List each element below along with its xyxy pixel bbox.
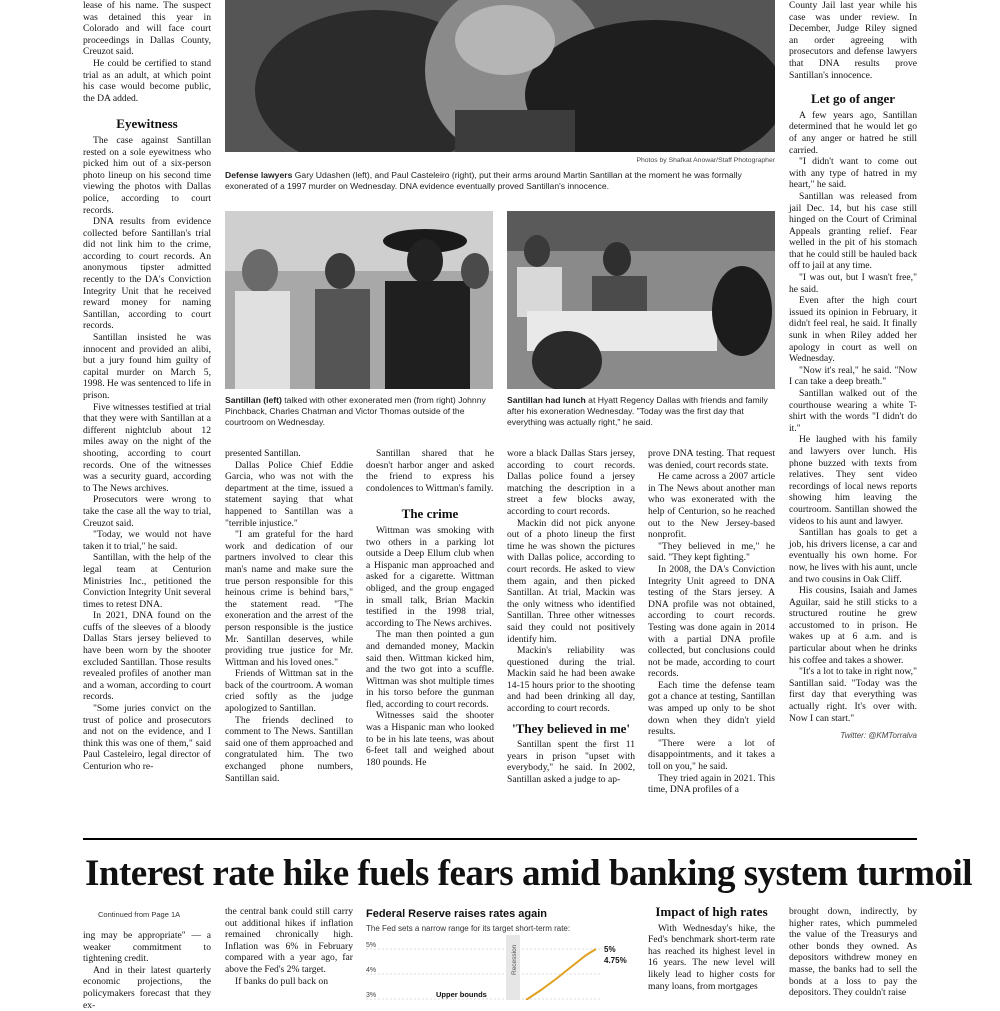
article-column-4 <box>507 448 635 786</box>
y-tick-label: 3% <box>366 992 377 999</box>
paragraph: DNA results from evidence collected before Santillan's trial did not link him to the crime, according to court records. An anonymous tipster admitted recently to the DA's Conviction Integrity Unit that he received reward money for naming Santillan, according to court records. <box>83 216 211 332</box>
right-photo-caption <box>507 395 775 428</box>
paragraph: Santillan insisted he was innocent and provided an alibi, but a jury found him guilty of capital murder on March 5, 1998. He was sentenced to life in prison. <box>83 332 211 401</box>
paragraph: ing may be appropriate" — a weaker commitment to tightening credit. <box>83 930 211 965</box>
paragraph: A few years ago, Santillan determined that he would let go of any anger or hatred he still carried. <box>789 109 917 156</box>
story2-column-4 <box>648 906 775 992</box>
caption-lead: Santillan had lunch <box>507 395 586 405</box>
article-column-6 <box>789 0 917 742</box>
paragraph: Mackin's reliability was questioned during the trial. Mackin said he had been awake 14-15 hours prior to the shooting and had been drinking all day, according to court records. <box>507 645 635 715</box>
caption-text: Gary Udashen (left), and Paul Casteleiro (right), put their arms around Martin Santillan at the moment he was formally exonerated of a 1997 murder on Wednesday. DNA evidence eventually proved Santillan's innocence. <box>225 170 742 191</box>
paragraph: With Wednesday's hike, the Fed's benchmark short-term rate has reached its highest level in 16 years. The new level will likely lead to higher costs for many loans, from mortgages <box>648 922 775 992</box>
subheading-eyewitness: Eyewitness <box>116 116 178 132</box>
continued-from: Continued from Page 1A <box>98 910 181 919</box>
paragraph: He came across a 2007 article in The News about another man who was exonerated with the help of Centurion, so he reached out to the New Jersey-based nonprofit. <box>648 471 775 541</box>
article-column-5 <box>648 448 775 796</box>
paragraph: "There were a lot of disappointments, and it takes a toll on you," he said. <box>648 737 775 773</box>
main-photo-caption <box>225 170 775 192</box>
paragraph: Witnesses said the shooter was a Hispanic man who looked to be in his late teens, was about 6-feet tall and weighed about 180 pounds. He <box>366 710 494 768</box>
paragraph: Santillan shared that he doesn't harbor anger and asked the friend to express his condolences to Wittman's family. <box>366 448 494 494</box>
caption-lead: Santillan (left) <box>225 395 282 405</box>
right-photo-image <box>507 211 775 389</box>
right-photo <box>507 211 775 389</box>
paragraph: brought down, indirectly, by higher rates, which pummeled the value of the Treasurys and other bonds they owned. As depositors withdrew money en masse, the banks had to sell the bonds at a loss to pay the depositors. They couldn't raise <box>789 906 917 999</box>
rate-line <box>526 949 596 1000</box>
paragraph: The friends declined to comment to The News. Santillan said one of them approached and congratulated him. The two exchanged phone numbers, Santillan said. <box>225 714 353 784</box>
subheading-the-crime: The crime <box>401 506 459 522</box>
y-tick-label: 5% <box>366 942 377 949</box>
twitter-handle: Twitter: @KMTorralva <box>840 731 917 741</box>
subheading-impact: Impact of high rates <box>655 904 768 919</box>
caption-text: talked with other exonerated men (from right) Johnny Pinchback, Charles Chatman and Victor Thomas outside of the courtroom on Wednesday. <box>225 395 486 427</box>
article-column-3 <box>366 448 494 768</box>
paragraph: The case against Santillan rested on a sole eyewitness who picked him out of a six-person photo lineup on his second time viewing the photos with Dallas police, according to court records. <box>83 134 211 216</box>
subheading-let-go-of-anger: Let go of anger <box>810 91 896 107</box>
main-photo <box>225 0 775 152</box>
chart-subtitle: The Fed sets a narrow range for its target short-term rate: <box>366 924 571 933</box>
paragraph: Santillan walked out of the courthouse wearing a white T-shirt with the words "I didn't do it." <box>789 388 917 434</box>
paragraph: Even after the high court issued its opinion in February, it didn't feel real, he said. It finally sunk in when Riley added her apology in court as well on Wednesday. <box>789 295 917 365</box>
paragraph: In 2008, the DA's Conviction Integrity Unit agreed to DNA testing of the Stars jersey. A DNA profile was not obtained, according to court records. Testing was done again in 2014 with a partial DNA profile collected, but conclusions could not be made, according to court records. <box>648 563 775 680</box>
paragraph: "Now it's real," he said. "Now I can take a deep breath." <box>789 364 917 388</box>
paragraph: Wittman was smoking with two others in a parking lot outside a Deep Ellum club when a Hispanic man approached and asked for a cigarette. Wittman obliged, and the group engaged in small talk, Brian Mackin testified in the 1998 trial, according to The News archives. <box>366 524 494 629</box>
paragraph: And in their latest quarterly economic projections, the policymakers forecast that they ex- <box>83 964 211 1011</box>
paragraph: "I am grateful for the hard work and dedication of our partners involved to clear this man's name and make sure the true person responsible for this heinous crime is behind bars," the statement read. "The exoneration and the arrest of the person responsible is the justice Mr. Santillan deserves, while providing true justice for Mr. Wittman and his loved ones." <box>225 529 353 668</box>
paragraph: the central bank could still carry out additional hikes if inflation remained chronically high. Inflation was 6% in February compared with a year ago, far above the Fed's 2% target. <box>225 906 353 975</box>
chart-title: Federal Reserve raises rates again <box>366 908 548 920</box>
end-value-label: 4.75% <box>604 956 627 965</box>
recession-label: Recession <box>511 944 518 975</box>
paragraph: Prosecutors were wrong to take the case all the way to trial, Creuzot said. <box>83 494 211 529</box>
fed-rate-chart <box>366 935 641 1000</box>
article-column-2 <box>225 448 353 784</box>
paragraph: "It's a lot to take in right now," Santillan said. "Today was the first day that everything was actually right. It's over with. Now I can start." <box>789 666 917 724</box>
end-value-label: 5% <box>604 945 616 954</box>
paragraph: Santillan, with the help of the legal team at Centurion Ministries Inc., petitioned the Conviction Integrity Unit several times to retest DNA. <box>83 552 211 610</box>
paragraph: "Today, we would not have taken it to trial," he said. <box>83 529 211 552</box>
paragraph: County Jail last year while his case was under review. In December, Judge Riley signed an order agreeing with prosecutors and defense lawyers that DNA results prove Santillan's innocence. <box>789 0 917 81</box>
paragraph: Each time the defense team got a chance at testing, Santillan was amped up only to be shot down when they didn't yield results. <box>648 679 775 738</box>
caption-lead: Defense lawyers <box>225 170 293 180</box>
story2-column-5 <box>789 906 917 999</box>
story2-column-1 <box>83 930 211 1011</box>
story-headline: Interest rate hike fuels fears amid banking system turmoil <box>85 853 973 894</box>
paragraph: wore a black Dallas Stars jersey, according to court records. Dallas police found a jersey matching the description in a street a few blocks away, according to court records. <box>507 448 635 517</box>
paragraph: Mackin did not pick anyone out of a photo lineup the first time he was shown the pictures with Dallas police, according to court records. He asked to view them again, and then picked Santillan. At trial, Mackin was the only witness who identified Santillan. Three other witnesses said they could not positively identify him. <box>507 517 635 645</box>
paragraph: "Some juries convict on the trust of police and prosecutors and not on the evidence, and I think this was one of them," said Paul Casteleiro, legal director of Centurion who re- <box>83 703 211 772</box>
article-column-1 <box>83 0 211 773</box>
paragraph: They tried again in 2021. This time, DNA profiles of a <box>648 772 775 796</box>
left-photo-image <box>225 211 493 389</box>
left-photo-caption <box>225 395 493 428</box>
series-label: Upper bounds <box>436 990 487 999</box>
paragraph: Santillan was released from jail Dec. 14, but his case still hinged on the Court of Criminal Appeals granting relief. Fear welled in the pit of his stomach that he could still be hauled back off to jail at any time. <box>789 190 917 272</box>
paragraph: Dallas Police Chief Eddie Garcia, who was not with the department at the time, issued a statement saying that what happened to Santillan was a "terrible injustice." <box>225 459 353 529</box>
paragraph: presented Santillan. <box>225 448 301 459</box>
paragraph: He could be certified to stand trial as an adult, at which point his case would become public, the DA added. <box>83 57 211 104</box>
paragraph: Five witnesses testified at trial that they were with Santillan at a different nightclub about 12 miles away on the night of the shooting, according to court records. One of the witnesses was a security guard, according to The News archives. <box>83 401 211 494</box>
caption-text: at Hyatt Regency Dallas with friends and family after his exoneration Wednesday. "Today was the first day that everything was actually right," he said. <box>507 395 768 427</box>
paragraph: "They believed in me," he said. "They kept fighting." <box>648 540 775 564</box>
paragraph: His cousins, Isaiah and James Aguilar, said he still sticks to a structured routine he grew accustomed to in prison. He wakes up at 6 a.m. and is particular about when he drinks his coffee and takes a shower. <box>789 585 917 666</box>
photo-credit: Photos by Shafkat Anowar/Staff Photographer <box>636 157 775 164</box>
left-photo <box>225 211 493 389</box>
paragraph: Santillan spent the first 11 years in prison "upset with everybody," he said. In 2002, Santillan asked a judge to ap- <box>507 739 635 786</box>
main-photo-image <box>225 0 775 152</box>
paragraph: If banks do pull back on <box>235 975 328 987</box>
paragraph: "I was out, but I wasn't free," he said. <box>789 272 917 295</box>
paragraph: prove DNA testing. That request was denied, court records state. <box>648 448 775 471</box>
paragraph: He laughed with his family and lawyers over lunch. His phone buzzed with texts from relatives. They sent video recordings of local news reports showing him leaving the courtroom. Santillan showed the videos to his aunt and lawyer. <box>789 434 917 527</box>
paragraph: "I didn't want to come out with any type of hatred in my heart," he said. <box>789 156 917 191</box>
y-tick-label: 4% <box>366 967 377 974</box>
subheading-they-believed: 'They believed in me' <box>511 720 631 736</box>
paragraph: The man then pointed a gun and demanded money, Mackin said then. Wittman kicked him, and the two got into a scuffle. Wittman was shot multiple times in his torso before the gunman fled, according to court records. <box>366 629 494 710</box>
section-divider <box>83 838 917 840</box>
paragraph: Friends of Wittman sat in the back of the courtroom. A woman cried softly as the judge apologized to Santillan. <box>225 668 353 715</box>
story2-column-2 <box>225 906 353 987</box>
paragraph: In 2021, DNA found on the cuffs of the sleeves of a bloody Dallas Stars jersey believed to have been worn by the shooter excluded Santillan. Those results revealed profiles of another man and a woman, according to court records. <box>83 610 211 703</box>
paragraph: Santillan has goals to get a job, his drivers license, a car and eventually his own home. For now, he lives with his aunt, uncle and two cousins in Oak Cliff. <box>789 527 917 585</box>
paragraph: lease of his name. The suspect was detained this year in Colorado and will face court proceedings in Dallas County, Creuzot said. <box>83 0 211 58</box>
